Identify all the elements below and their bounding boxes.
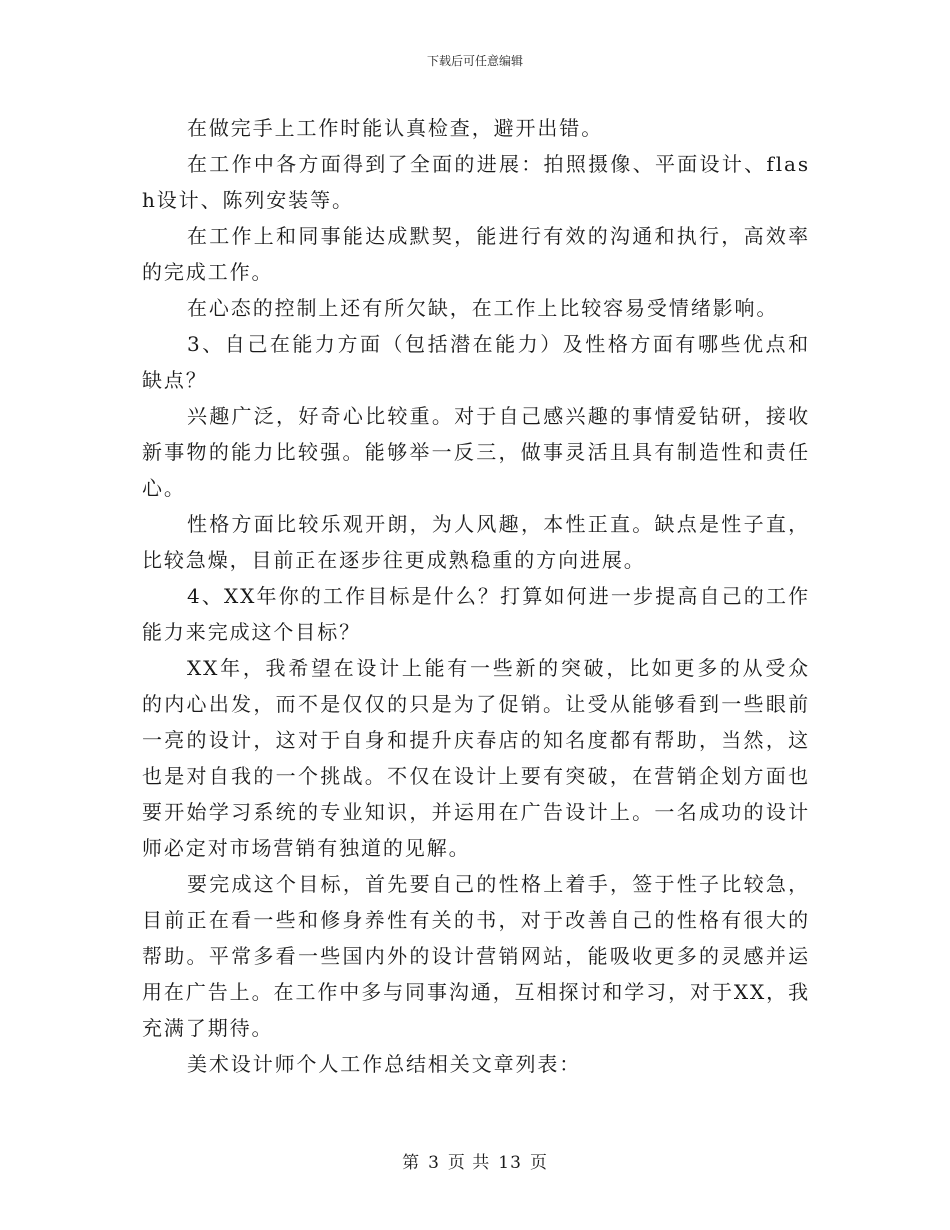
page-header: 下载后可任意编辑 <box>426 54 523 68</box>
paragraph: 在心态的控制上还有所欠缺，在工作上比较容易受情绪影响。 <box>187 296 779 320</box>
paragraph: 兴趣广泛，好奇心比较重。对于自己感兴趣的事情爱钻研，接收新事物的能力比较强。能够举一反三，做事灵活且具有制造性和责任心。 <box>142 404 810 500</box>
paragraph: 在做完手上工作时能认真检查，避开出错。 <box>187 116 604 140</box>
paragraph: 在工作上和同事能达成默契，能进行有效的沟通和执行，高效率的完成工作。 <box>142 224 810 284</box>
footer-prefix: 第 <box>402 1153 421 1173</box>
question-heading: 3、自己在能力方面（包括潜在能力）及性格方面有哪些优点和缺点？ <box>142 332 810 392</box>
total-pages: 13 <box>498 1153 522 1173</box>
paragraph: 要完成这个目标，首先要自己的性格上着手，签于性子比较急，目前正在看一些和修身养性有关的书，对于改善自己的性格有很大的帮助。平常多看一些国内外的设计营销网站，能吸收更多的灵感并运用在广告上。在工作中多与同事沟通，互相探讨和学习，对于XX，我充满了期待。 <box>142 872 810 1040</box>
question-heading: 4、XX年你的工作目标是什么？打算如何进一步提高自己的工作能力来完成这个目标？ <box>142 584 810 644</box>
paragraph: XX年，我希望在设计上能有一些新的突破，比如更多的从受众的内心出发，而不是仅仅的只是为了促销。让受从能够看到一些眼前一亮的设计，这对于自身和提升庆春店的知名度都有帮助，当然，这也是对自我的一个挑战。不仅在设计上要有突破，在营销企划方面也要开始学习系统的专业知识，并运用在广告设计上。一名成功的设计师必定对市场营销有独道的见解。 <box>142 656 810 860</box>
footer-suffix: 页 <box>529 1153 548 1173</box>
footer-middle: 页 共 <box>447 1153 491 1173</box>
paragraph: 在工作中各方面得到了全面的进展：拍照摄像、平面设计、flash设计、陈列安装等。 <box>142 152 810 212</box>
page-footer <box>0 1152 950 1174</box>
related-articles-heading: 美术设计师个人工作总结相关文章列表： <box>187 1052 582 1076</box>
document-body <box>142 110 810 1082</box>
paragraph: 性格方面比较乐观开朗，为人风趣，本性正直。缺点是性子直，比较急燥，目前正在逐步往更成熟稳重的方向进展。 <box>142 512 810 572</box>
page-number: 3 <box>428 1153 440 1173</box>
